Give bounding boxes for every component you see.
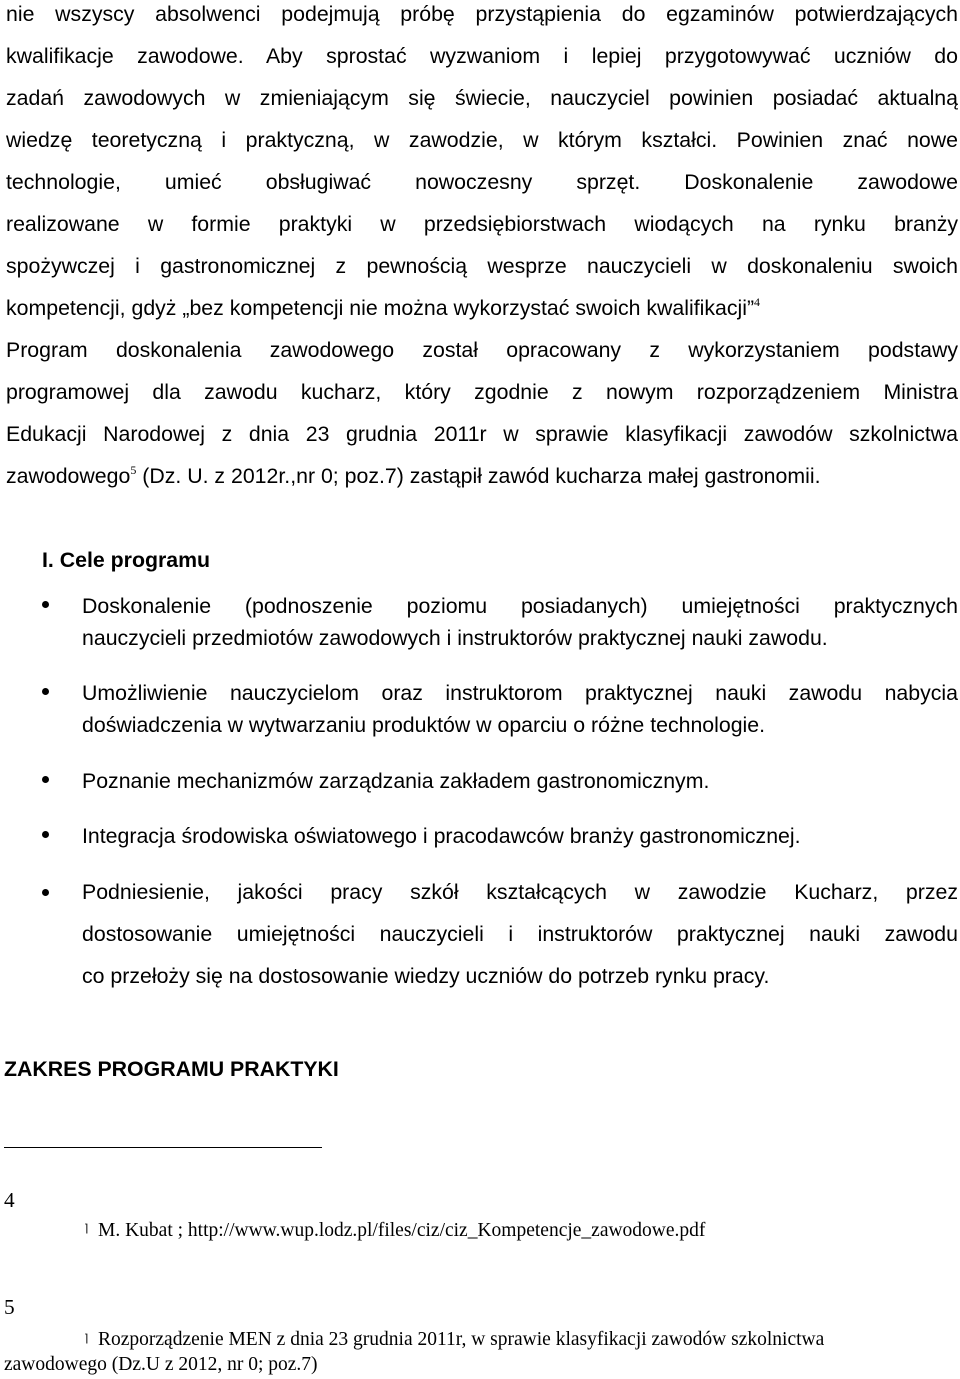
scope-heading: ZAKRES PROGRAMU PRAKTYKI [4,1057,339,1081]
footnote-reference: 5 [130,463,137,477]
footnote-mark: ⌉ [84,1333,89,1345]
bullet-icon [42,831,49,838]
paragraph-line: Program doskonalenia zawodowego został opracowany z wykorzystaniem podstawy [6,338,958,362]
paragraph-line: technologie, umieć obsługiwać nowoczesny sprzęt. Doskonalenie zawodowe [6,170,958,194]
goal-line: Poznanie mechanizmów zarządzania zakładem gastronomicznym. [82,769,710,793]
bullet-icon [42,688,49,695]
goal-line: doświadczenia w wytwarzaniu produktów w oparciu o różne technologie. [82,713,766,737]
goal-line: co przełoży się na dostosowanie wiedzy uczniów do potrzeb rynku pracy. [82,964,770,988]
goal-line: Podniesienie, jakości pracy szkół kształcących w zawodzie Kucharz, przez [82,880,958,904]
goal-line: Integracja środowiska oświatowego i pracodawców branży gastronomicznej. [82,824,801,848]
paragraph-line: Edukacji Narodowej z dnia 23 grudnia 2011r w sprawie klasyfikacji zawodów szkolnictwa [6,422,958,446]
paragraph-line: spożywczej i gastronomicznej z pewnością wesprze nauczycieli w doskonaleniu swoich [6,254,958,278]
goal-line: Doskonalenie (podnoszenie poziomu posiadanych) umiejętności praktycznych [82,594,958,618]
footnote-text: M. Kubat ; http://www.wup.lodz.pl/files/ciz/ciz_Kompetencje_zawodowe.pdf [98,1220,706,1241]
footnote-number: 5 [4,1295,15,1319]
paragraph-line-text: (Dz. U. z 2012r.,nr 0; poz.7) zastąpił zawód kucharza małej gastronomii. [136,464,821,488]
paragraph-line-with-footnote [6,287,958,329]
footnote-number: 4 [4,1188,15,1212]
paragraph-line-text: zawodowego [6,464,131,488]
paragraph-line-text: kompetencji, gdyż „bez kompetencji nie można wykorzystać swoich kwalifikacji” [6,296,755,320]
paragraph-line: programowej dla zawodu kucharz, który zgodnie z nowym rozporządzeniem Ministra [6,380,958,404]
footnote-text-continued: zawodowego (Dz.U z 2012, nr 0; poz.7) [4,1354,318,1375]
paragraph-line-with-footnote [6,455,958,497]
footnote-text: Rozporządzenie MEN z dnia 23 grudnia 2011r, w sprawie klasyfikacji zawodów szkolnictwa [98,1329,825,1350]
paragraph-line: realizowane w formie praktyki w przedsiębiorstwach wiodących na rynku branży [6,212,958,236]
paragraph-line: kwalifikacje zawodowe. Aby sprostać wyzwaniom i lepiej przygotowywać uczniów do [6,44,958,68]
bullet-icon [42,601,49,608]
goal-text [82,820,958,852]
goal-text [82,765,958,797]
footnote-mark: ⌉ [84,1223,89,1235]
goal-text [82,590,958,654]
footnote-separator [4,1147,322,1148]
intro-paragraph [6,0,958,497]
bullet-icon [42,889,49,896]
goal-text [82,871,958,997]
paragraph-line: zadań zawodowych w zmieniającym się świecie, nauczyciel powinien posiadać aktualną [6,86,958,110]
footnote-reference: 4 [754,295,761,309]
section-heading: I. Cele programu [42,548,211,572]
goal-line: Umożliwienie nauczycielom oraz instruktorom praktycznej nauki zawodu nabycia [82,681,958,705]
bullet-icon [42,776,49,783]
paragraph-line: nie wszyscy absolwenci podejmują próbę przystąpienia do egzaminów potwierdzających [6,2,958,26]
goal-line: dostosowanie umiejętności nauczycieli i instruktorów praktycznej nauki zawodu [82,922,958,946]
paragraph-line: wiedzę teoretyczną i praktyczną, w zawodzie, w którym kształci. Powinien znać nowe [6,128,958,152]
goal-text [82,677,958,741]
goal-line: nauczycieli przedmiotów zawodowych i instruktorów praktycznej nauki zawodu. [82,626,828,650]
